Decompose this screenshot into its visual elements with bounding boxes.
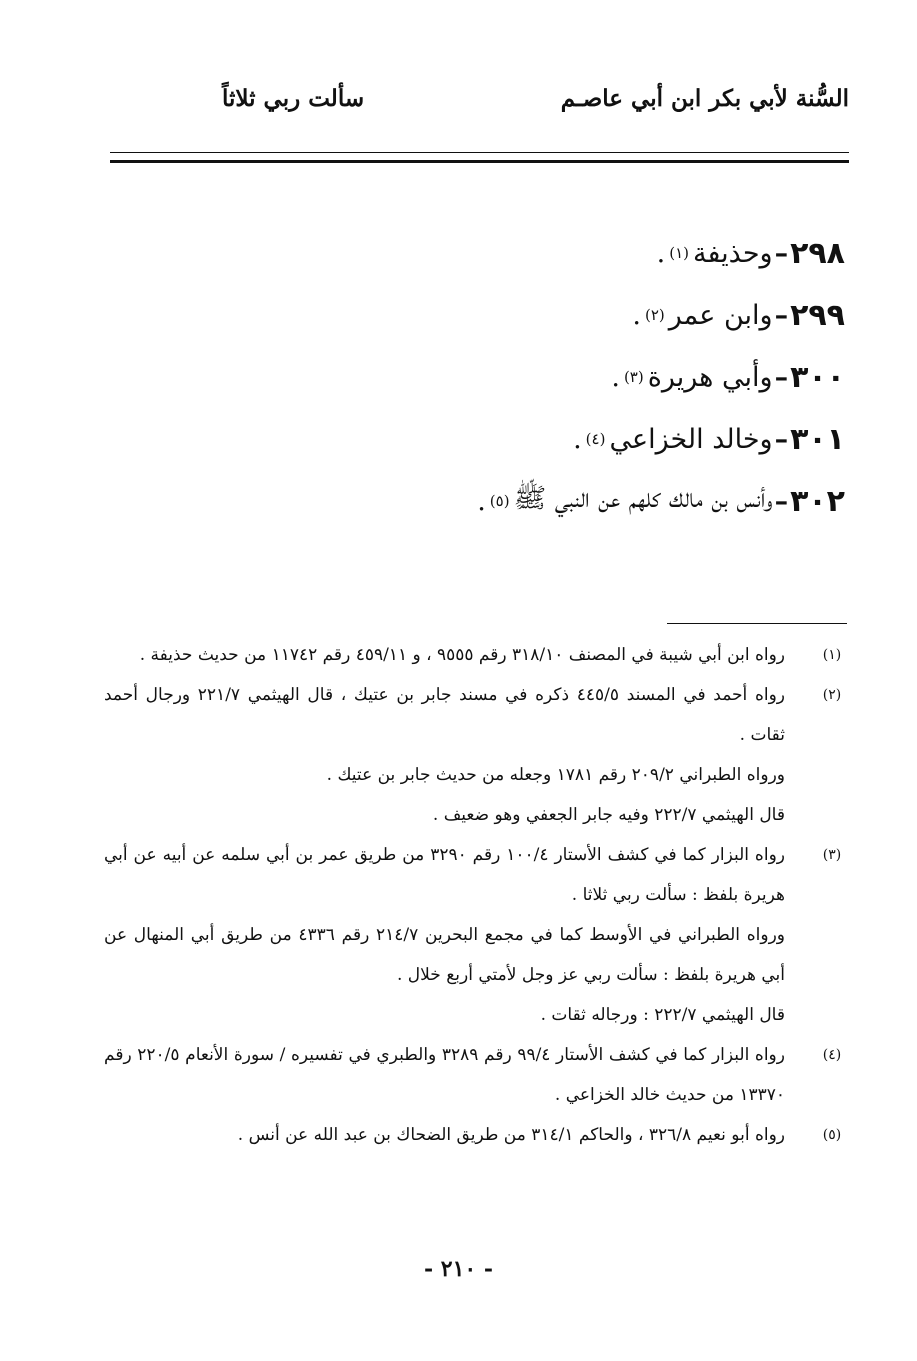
- footnote: [104, 1035, 849, 1115]
- hadith-entry: ٣٠١ – وخالد الخزاعي (٤) .: [573, 421, 845, 457]
- entry-number: ٢٩٨: [790, 235, 845, 271]
- hadith-entry: ٣٠٢ – وأنس بن مالك كلهم عن النبي ﷺ (٥) .: [110, 470, 845, 532]
- footnote-line: ورواه الطبراني في الأوسط كما في مجمع البحرين ٢١٤/٧ رقم ٤٣٣٦ من طريق أبي المنهال عن أبي هريرة بلفظ : سألت ربي عز وجل لأمتي أربع خلال .: [104, 925, 785, 985]
- entry-end: .: [573, 423, 582, 455]
- footnote-separator: [667, 623, 847, 624]
- hadith-entry: ٣٠٠ – وأبي هريرة (٣) .: [611, 359, 845, 395]
- footnote-mark: (٤): [822, 1047, 842, 1063]
- hadith-entry: ٢٩٩ – وابن عمر (٢) .: [632, 297, 845, 333]
- entry-number: ٣٠١: [790, 421, 845, 457]
- footnote-ref: (٢): [644, 306, 665, 324]
- hadith-entries: [110, 222, 845, 532]
- book-title: السُّنة لأبي بكر ابن أبي عاصـم: [560, 84, 849, 112]
- footnote-mark: (٥): [822, 1127, 842, 1143]
- footnote-ref: (٥): [489, 492, 510, 510]
- footnote-ref: (١): [669, 244, 689, 262]
- entry-text: وخالد الخزاعي: [609, 423, 773, 455]
- hadith-entry: ٢٩٨ – وحذيفة (١) .: [656, 235, 845, 271]
- entry-number: ٣٠٠: [790, 359, 845, 395]
- footnote-mark: (٢): [822, 687, 842, 703]
- footnotes: [104, 635, 849, 1155]
- entry-number: ٢٩٩: [790, 297, 845, 333]
- entry-text: وأنس بن مالك كلهم عن النبي ﷺ: [513, 483, 773, 514]
- footnote: [104, 635, 849, 675]
- entry-end: .: [477, 485, 486, 517]
- header-rule-thick: [110, 160, 849, 163]
- footnote-line: قال الهيثمي ٢٢٢/٧ : ورجاله ثقات .: [540, 1005, 785, 1025]
- header-rule-thin: [110, 152, 849, 153]
- footnote-line: رواه ابن أبي شيبة في المصنف ٣١٨/١٠ رقم ٩٥٥٥ ، و ٤٥٩/١١ رقم ١١٧٤٢ من حديث حذيفة .: [139, 645, 785, 665]
- entry-text: وحذيفة: [693, 237, 773, 269]
- entry-text: وأبي هريرة: [647, 361, 773, 393]
- footnote: [104, 1115, 849, 1155]
- footnote-ref: (٤): [585, 430, 606, 448]
- entry-end: .: [656, 237, 666, 269]
- footnote-mark: (١): [822, 647, 842, 663]
- footnote-line: قال الهيثمي ٢٢٢/٧ وفيه جابر الجعفي وهو ضعيف .: [432, 805, 785, 825]
- footnote-line: رواه أحمد في المسند ٤٤٥/٥ ذكره في مسند جابر بن عتيك ، قال الهيثمي ٢٢١/٧ ورجال أحمد ثقات .: [104, 685, 785, 745]
- footnote-line: رواه البزار كما في كشف الأستار ١٠٠/٤ رقم ٣٢٩٠ من طريق عمر بن أبي سلمه عن أبيه عن أبي هريرة بلفظ : سألت ربي ثلاثا .: [104, 845, 785, 905]
- chapter-title: سألت ربي ثلاثاً: [222, 84, 365, 112]
- footnote: [104, 675, 849, 835]
- footnote-mark: (٣): [822, 847, 842, 863]
- entry-number: ٣٠٢: [790, 483, 845, 519]
- footnote-line: ورواه الطبراني ٢٠٩/٢ رقم ١٧٨١ وجعله من حديث جابر بن عتيك .: [326, 765, 785, 785]
- page-number: - ٢١٠ -: [423, 1256, 494, 1282]
- footnote-line: رواه أبو نعيم ٣٢٦/٨ ، والحاكم ٣١٤/١ من طريق الضحاك بن عبد الله عن أنس .: [237, 1125, 785, 1145]
- entry-end: .: [632, 299, 641, 331]
- footnote-ref: (٣): [623, 368, 644, 386]
- entry-end: .: [611, 361, 620, 393]
- footnote: [104, 835, 849, 1035]
- entry-text: وابن عمر: [668, 299, 773, 331]
- running-header: [222, 78, 849, 118]
- footnote-line: رواه البزار كما في كشف الأستار ٩٩/٤ رقم ٣٢٨٩ والطبري في تفسيره / سورة الأنعام ٢٢٠/٥ رقم ١٣٣٧٠ من حديث خالد الخزاعي .: [104, 1045, 785, 1105]
